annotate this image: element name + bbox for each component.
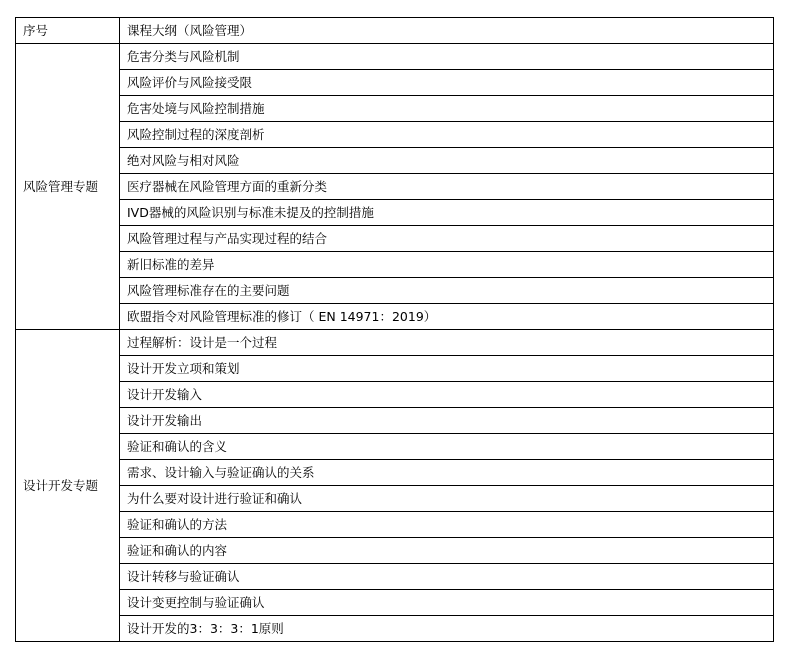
- table-row: [16, 382, 774, 408]
- outline-item-cell: 设计开发立项和策划: [120, 356, 774, 382]
- table-row: [16, 96, 774, 122]
- outline-item-cell: 设计开发的3：3：3：1原则: [120, 616, 774, 642]
- header-cell-index: 序号: [16, 18, 120, 44]
- outline-item-cell: 验证和确认的内容: [120, 538, 774, 564]
- table-row: [16, 564, 774, 590]
- table-row: [16, 174, 774, 200]
- outline-item-cell: 设计开发输出: [120, 408, 774, 434]
- table-row: [16, 44, 774, 70]
- table-row: [16, 304, 774, 330]
- outline-item-cell: 风险管理标准存在的主要问题: [120, 278, 774, 304]
- table-row: [16, 356, 774, 382]
- outline-item-cell: 危害分类与风险机制: [120, 44, 774, 70]
- outline-item-cell: 过程解析：设计是一个过程: [120, 330, 774, 356]
- table-row: [16, 70, 774, 96]
- outline-item-cell: 风险管理过程与产品实现过程的结合: [120, 226, 774, 252]
- table-row: [16, 330, 774, 356]
- table-row: [16, 122, 774, 148]
- outline-item-cell: 欧盟指令对风险管理标准的修订（ EN 14971：2019）: [120, 304, 774, 330]
- table-row: [16, 538, 774, 564]
- table-row: [16, 252, 774, 278]
- outline-item-cell: 验证和确认的方法: [120, 512, 774, 538]
- outline-item-cell: 绝对风险与相对风险: [120, 148, 774, 174]
- table-row: [16, 512, 774, 538]
- section-label-cell: 设计开发专题: [16, 330, 120, 642]
- outline-item-cell: 设计开发输入: [120, 382, 774, 408]
- outline-item-cell: IVD器械的风险识别与标准未提及的控制措施: [120, 200, 774, 226]
- outline-item-cell: 医疗器械在风险管理方面的重新分类: [120, 174, 774, 200]
- header-row: [16, 18, 774, 44]
- outline-item-cell: 为什么要对设计进行验证和确认: [120, 486, 774, 512]
- course-outline-table: [15, 17, 774, 642]
- section-label-cell: 风险管理专题: [16, 44, 120, 330]
- outline-item-cell: 设计变更控制与验证确认: [120, 590, 774, 616]
- table-row: [16, 434, 774, 460]
- table-row: [16, 460, 774, 486]
- header-cell-outline: 课程大纲（风险管理）: [120, 18, 774, 44]
- table-row: [16, 616, 774, 642]
- outline-item-cell: 新旧标准的差异: [120, 252, 774, 278]
- table-row: [16, 278, 774, 304]
- table-row: [16, 408, 774, 434]
- outline-item-cell: 需求、设计输入与验证确认的关系: [120, 460, 774, 486]
- outline-item-cell: 风险评价与风险接受限: [120, 70, 774, 96]
- table-row: [16, 200, 774, 226]
- table-row: [16, 590, 774, 616]
- table-row: [16, 148, 774, 174]
- course-outline-body: [16, 18, 774, 642]
- table-row: [16, 226, 774, 252]
- outline-item-cell: 设计转移与验证确认: [120, 564, 774, 590]
- outline-item-cell: 危害处境与风险控制措施: [120, 96, 774, 122]
- outline-item-cell: 风险控制过程的深度剖析: [120, 122, 774, 148]
- outline-item-cell: 验证和确认的含义: [120, 434, 774, 460]
- table-row: [16, 486, 774, 512]
